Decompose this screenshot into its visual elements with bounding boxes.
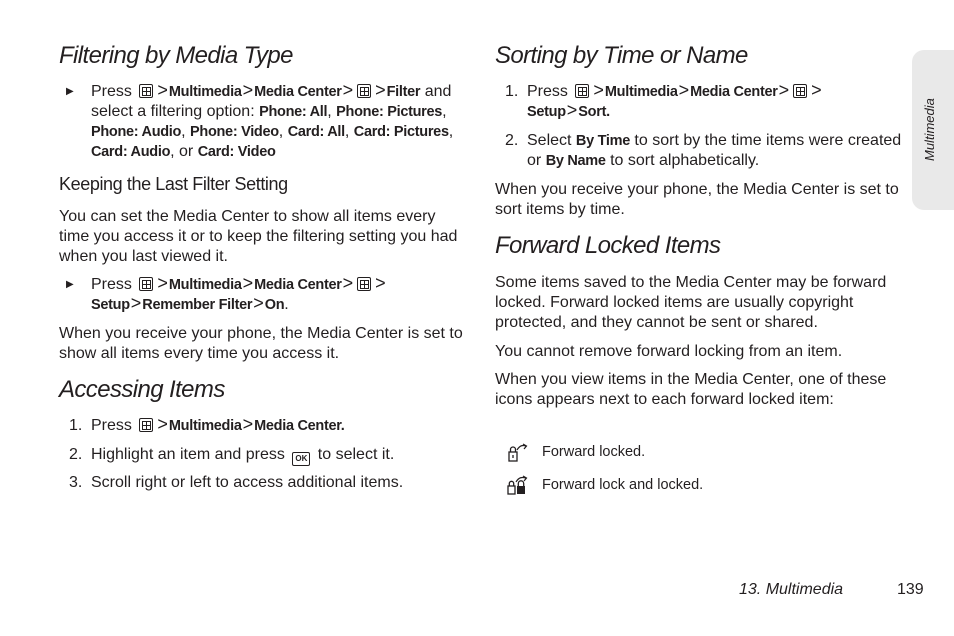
page-number: 139 xyxy=(897,581,924,598)
side-tab-label: Multimedia xyxy=(922,98,937,162)
menu-key-icon xyxy=(575,84,589,98)
ok-key-icon: OK xyxy=(292,452,310,466)
keep-filter-bullet: ▶ Press >Multimedia>Media Center> > Setup>Remember Filter>On. xyxy=(66,273,386,313)
forward-locked-paragraph-1: Some items saved to the Media Center may be forward locked. Forward locked items are usually copyright protected, and they cannot be sent or shared. xyxy=(495,274,887,331)
menu-key-icon xyxy=(357,277,371,291)
sort-paragraph: When you receive your phone, the Media Center is set to sort items by time. xyxy=(495,181,899,218)
keep-filter-heading: Keeping the Last Filter Setting xyxy=(59,174,288,194)
menu-key-icon xyxy=(139,277,153,291)
forward-locked-heading: Forward Locked Items xyxy=(495,232,721,259)
menu-key-icon xyxy=(357,84,371,98)
forward-locked-paragraph-2: You cannot remove forward locking from an item. xyxy=(495,343,843,360)
menu-key-icon xyxy=(793,84,807,98)
access-step-2: 2. Highlight an item and press OK to select it. xyxy=(59,445,469,466)
forward-locked-paragraph-3: When you view items in the Media Center, one of these icons appears next to each forward locked item: xyxy=(495,371,887,408)
sorting-heading: Sorting by Time or Name xyxy=(495,42,748,69)
menu-key-icon xyxy=(139,84,153,98)
access-step-3: 3. Scroll right or left to access additional items. xyxy=(69,474,404,491)
sort-step-2: 2. Select By Time to sort by the time items were created or By Name to sort alphabetically. xyxy=(505,132,902,169)
side-section-tab xyxy=(912,50,954,210)
icon-legend-label: Forward lock and locked. xyxy=(542,477,704,493)
forward-lock-and-locked-icon xyxy=(507,475,529,497)
sort-step-1: 1. Press >Multimedia>Media Center> > Setup>Sort. xyxy=(505,80,822,120)
access-step-1: 1. Press >Multimedia>Media Center. xyxy=(69,414,345,434)
bullet-arrow-icon: ▶ xyxy=(66,279,74,290)
keep-filter-paragraph: You can set the Media Center to show all items every time you access it or to keep the filtering setting you had when you last viewed it. xyxy=(59,208,458,265)
receive-paragraph: When you receive your phone, the Media Center is set to show all items every time you access it. xyxy=(59,325,463,362)
icon-legend-label: Forward locked. xyxy=(542,444,646,460)
filter-heading: Filtering by Media Type xyxy=(59,42,293,69)
accessing-heading: Accessing Items xyxy=(59,376,225,403)
menu-key-icon xyxy=(139,418,153,432)
filter-bullet: ▶ Press >Multimedia>Media Center> >Filter and select a filtering option: Phone: All, Phone: Pictures, Phone: Audio, Phone: Video, Card: All, Card: Pictures, Card: Audio, or Card: Video xyxy=(66,80,454,160)
forward-locked-icon xyxy=(507,442,529,464)
footer-section: 13. Multimedia xyxy=(739,581,844,598)
bullet-arrow-icon: ▶ xyxy=(66,86,74,97)
